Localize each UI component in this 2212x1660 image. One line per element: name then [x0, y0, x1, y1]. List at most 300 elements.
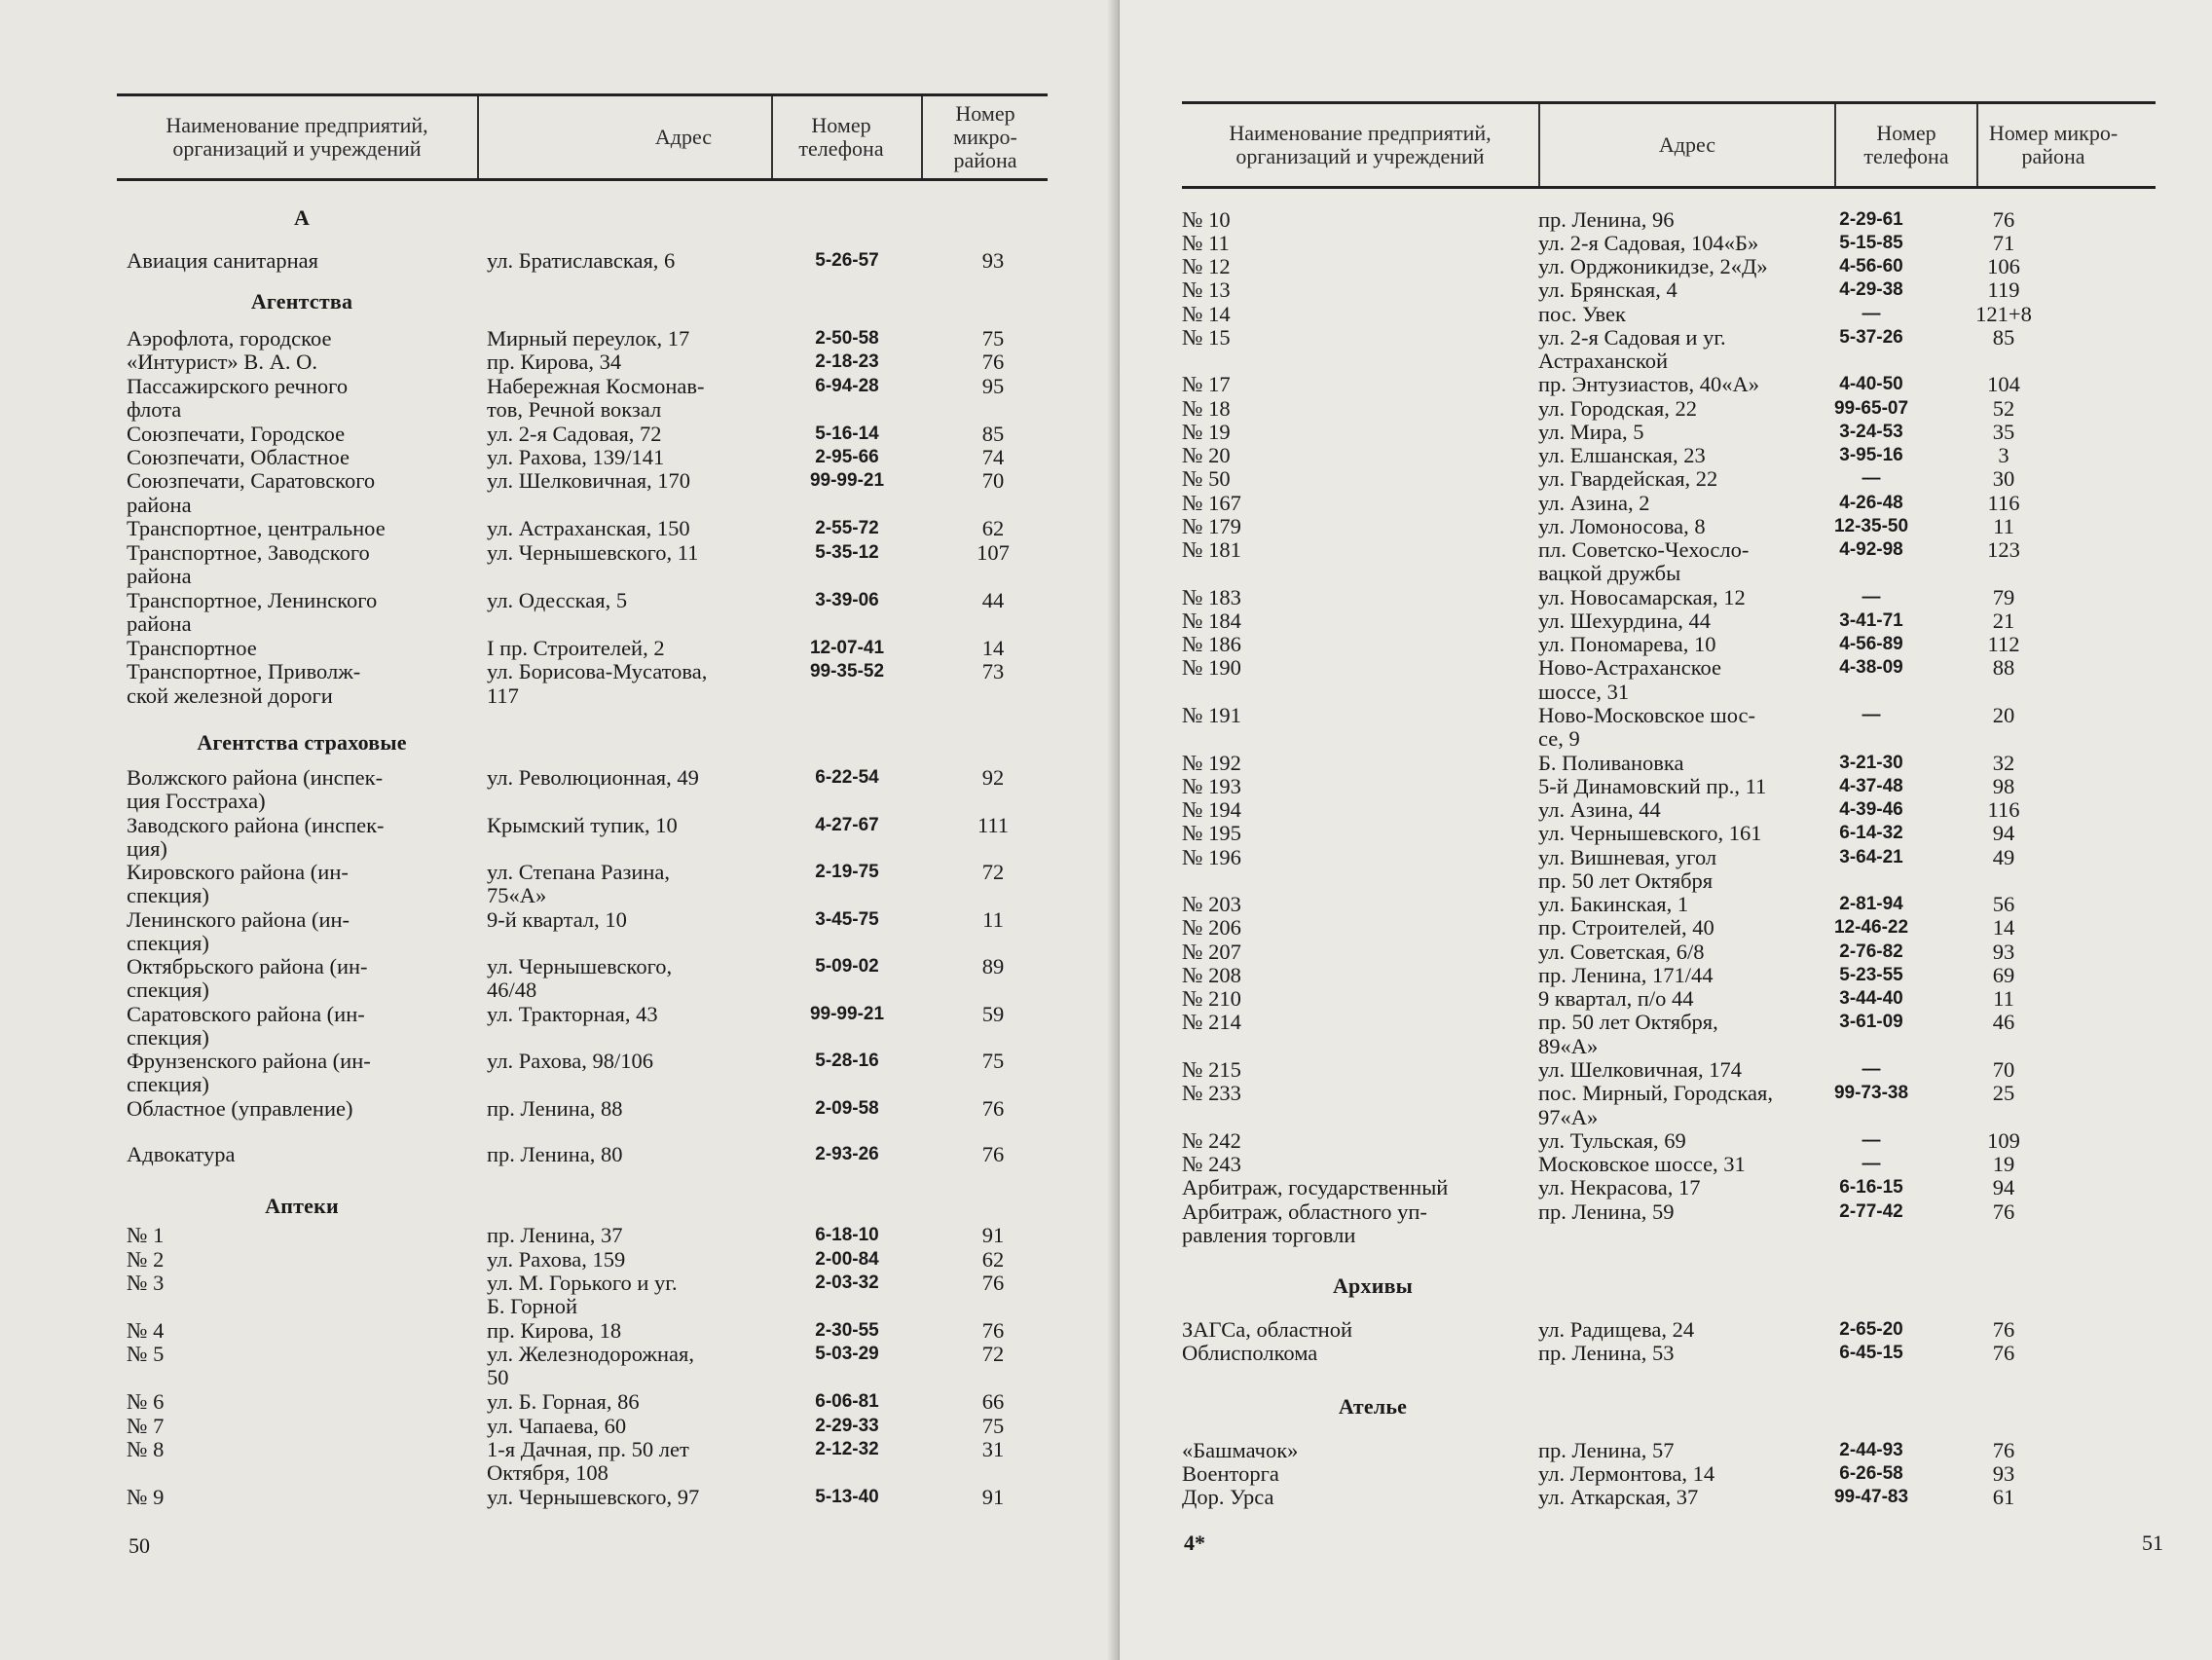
entry-district: 70 — [981, 468, 1005, 493]
entry-phone: 2-77-42 — [1839, 1201, 1903, 1222]
entry-phone: 4-92-98 — [1839, 539, 1903, 560]
entry-district: 76 — [1992, 207, 2015, 232]
entry-district: 75 — [981, 326, 1005, 350]
left-table-row — [0, 469, 1118, 493]
entry-address: ул. Астраханская, 150 — [487, 516, 690, 540]
right-table-row — [1120, 1129, 2212, 1153]
entry-name: спекция) — [127, 931, 209, 955]
entry-phone: 2-93-26 — [815, 1144, 879, 1164]
entry-address: ул. Азина, 2 — [1538, 491, 1650, 515]
entry-name: района — [127, 564, 192, 588]
left-table-row — [0, 494, 1118, 517]
right-table-row — [1120, 704, 2212, 727]
entry-district: 111 — [977, 813, 1010, 837]
entry-address: ул. Тракторная, 43 — [487, 1002, 658, 1026]
entry-phone: 99-73-38 — [1833, 1083, 1909, 1103]
left-table-row — [0, 1295, 1118, 1318]
entry-name: № 50 — [1182, 466, 1231, 491]
entry-name: Транспортное, центральное — [127, 516, 386, 540]
entry-phone: 12-35-50 — [1833, 516, 1909, 536]
entry-name: № 206 — [1182, 915, 1241, 940]
entry-name: № 195 — [1182, 821, 1241, 845]
entry-district: 91 — [981, 1485, 1005, 1509]
entry-address: пос. Увек — [1538, 302, 1626, 326]
entry-address: ул. Городская, 22 — [1538, 396, 1697, 421]
entry-phone: 99-99-21 — [809, 470, 885, 491]
left-table-row — [0, 1073, 1118, 1096]
entry-district: 95 — [981, 374, 1005, 398]
left-table-row — [0, 790, 1118, 813]
entry-name: Транспортное, Заводского — [127, 540, 370, 565]
entry-address: ул. Одесская, 5 — [487, 588, 628, 612]
entry-name: № 243 — [1182, 1152, 1241, 1176]
entry-district: 121+8 — [1975, 302, 2032, 326]
entry-phone: 4-40-50 — [1839, 374, 1903, 394]
entry-phone: 4-56-60 — [1839, 256, 1903, 277]
entry-name: № 12 — [1182, 254, 1231, 278]
entry-name: № 214 — [1182, 1010, 1241, 1034]
entry-address: шоссе, 31 — [1538, 680, 1630, 704]
entry-name: Пассажирского речного — [127, 374, 349, 398]
entry-name: № 191 — [1182, 703, 1241, 727]
entry-district: 76 — [1992, 1341, 2015, 1365]
entry-phone: 99-99-21 — [809, 1004, 885, 1024]
right-table-row — [1120, 798, 2212, 822]
right-table-row — [1120, 232, 2212, 255]
right-table-row — [1120, 350, 2212, 373]
entry-address: пр. Кирова, 34 — [487, 350, 622, 374]
left-table-row — [0, 1390, 1118, 1414]
entry-district: 61 — [1992, 1485, 2015, 1509]
entry-district: 116 — [1987, 491, 2020, 515]
entry-address: ул. Азина, 44 — [1538, 797, 1661, 822]
entry-address: пр. Ленина, 96 — [1538, 207, 1675, 232]
left-table-row — [0, 612, 1118, 636]
entry-address: ул. Тульская, 69 — [1538, 1128, 1686, 1153]
right-table-row — [1120, 444, 2212, 467]
entry-address: 9 квартал, п/о 44 — [1538, 986, 1694, 1011]
section-pharmacies: Аптеки — [265, 1194, 339, 1218]
entry-name: № 6 — [127, 1389, 165, 1414]
entry-name: № 208 — [1182, 963, 1241, 987]
entry-phone: 6-22-54 — [815, 767, 879, 788]
entry-district: 91 — [981, 1223, 1005, 1247]
entry-district: 69 — [1992, 963, 2015, 987]
entry-address: ул. Мира, 5 — [1538, 420, 1644, 444]
entry-name: № 192 — [1182, 751, 1241, 775]
entry-district: 98 — [1992, 774, 2015, 798]
entry-phone: 3-39-06 — [815, 590, 879, 610]
entry-district: 3 — [1998, 443, 2009, 467]
entry-name: Октябрьского района (ин- — [127, 954, 368, 978]
right-table-row — [1120, 421, 2212, 444]
left-table-row — [0, 565, 1118, 588]
entry-district: 109 — [1987, 1128, 2020, 1153]
left-table-row — [0, 423, 1118, 446]
right-table-row — [1120, 515, 2212, 538]
entry-name: Транспортное — [127, 636, 257, 660]
entry-address: ул. Рахова, 139/141 — [487, 445, 665, 469]
left-table-row — [0, 589, 1118, 612]
left-table-row — [0, 1415, 1118, 1438]
entry-district: 104 — [1987, 372, 2020, 396]
entry-phone: — — [1862, 587, 1881, 608]
entry-phone: 2-81-94 — [1839, 894, 1903, 914]
right-table-row — [1120, 1106, 2212, 1129]
entry-district: 49 — [1992, 845, 2015, 869]
entry-district: 59 — [981, 1002, 1005, 1026]
entry-phone: 4-37-48 — [1839, 776, 1903, 796]
entry-address: ул. Лермонтова, 14 — [1538, 1461, 1715, 1486]
right-table-row — [1120, 467, 2212, 491]
header-phone: Номер телефона — [798, 113, 884, 161]
entry-address: ул. Шехурдина, 44 — [1538, 609, 1711, 633]
entry-address: ул. Некрасова, 17 — [1538, 1175, 1701, 1199]
entry-phone: 2-29-33 — [815, 1416, 879, 1436]
entry-district: 85 — [1992, 325, 2015, 350]
entry-district: 20 — [1992, 703, 2015, 727]
entry-address: ул. Аткарская, 37 — [1538, 1485, 1699, 1509]
entry-district: 106 — [1987, 254, 2020, 278]
left-table-row — [0, 1272, 1118, 1295]
entry-district: 56 — [1992, 892, 2015, 916]
right-table-row — [1120, 492, 2212, 515]
entry-name: Транспортное, Ленинского — [127, 588, 378, 612]
left-table-row — [0, 1003, 1118, 1026]
entry-district: 14 — [981, 636, 1005, 660]
entry-phone: 5-03-29 — [815, 1344, 879, 1364]
entry-address: тов, Речной вокзал — [487, 397, 662, 422]
entry-name: № 203 — [1182, 892, 1241, 916]
right-table-row — [1120, 373, 2212, 396]
right-table-row — [1120, 727, 2212, 751]
entry-address: Б. Поливановка — [1538, 751, 1684, 775]
entry-phone: 12-07-41 — [809, 638, 885, 658]
entry-address: 97«А» — [1538, 1105, 1599, 1129]
entry-phone: 6-16-15 — [1839, 1177, 1903, 1198]
entry-phone: 2-50-58 — [815, 328, 879, 349]
header-district: Номер микро-района — [953, 101, 1017, 172]
entry-address: 9-й квартал, 10 — [487, 907, 627, 932]
entry-name: Арбитраж, государственный — [1182, 1175, 1449, 1199]
entry-address: ул. Гвардейская, 22 — [1538, 466, 1718, 491]
entry-district: 30 — [1992, 466, 2015, 491]
entry-address: ул. Революционная, 49 — [487, 765, 699, 790]
right-table-row — [1120, 255, 2212, 278]
entry-name: № 183 — [1182, 585, 1241, 609]
right-table-row — [1120, 1439, 2212, 1462]
entry-district: 32 — [1992, 751, 2015, 775]
right-table-row — [1120, 303, 2212, 326]
entry-district: 76 — [1992, 1199, 2015, 1224]
entry-address: ул. Степана Разина, — [487, 860, 671, 884]
entry-address: ул. Железнодорожная, — [487, 1342, 694, 1366]
entry-phone: 2-76-82 — [1839, 941, 1903, 962]
entry-name: ской железной дороги — [127, 683, 333, 708]
entry-phone: — — [1862, 304, 1881, 324]
entry-name: ция Госстраха) — [127, 789, 266, 813]
entry-name: равления торговли — [1182, 1223, 1356, 1247]
entry-district: 76 — [1992, 1317, 2015, 1342]
entry-name: № 13 — [1182, 277, 1231, 302]
right-table-row — [1120, 656, 2212, 680]
entry-name: ЗАГСа, областной — [1182, 1317, 1352, 1342]
left-table-row — [0, 1097, 1118, 1121]
entry-phone: 4-27-67 — [815, 815, 879, 835]
entry-name: спекция) — [127, 1072, 209, 1096]
entry-phone: 2-55-72 — [815, 518, 879, 538]
entry-address: ул. М. Горького и уг. — [487, 1271, 678, 1295]
entry-name: № 7 — [127, 1414, 165, 1438]
left-table-row — [0, 884, 1118, 907]
entry-district: 76 — [981, 1318, 1005, 1343]
left-table-row — [0, 327, 1118, 350]
entry-name: Дор. Урса — [1182, 1485, 1274, 1509]
entry-district: 62 — [981, 1247, 1005, 1272]
entry-name: № 8 — [127, 1437, 165, 1461]
entry-address: ул. Елшанская, 23 — [1538, 443, 1706, 467]
entry-name: № 19 — [1182, 420, 1231, 444]
right-table-row — [1120, 326, 2212, 350]
right-table-row — [1120, 893, 2212, 916]
entry-name: Военторга — [1182, 1461, 1279, 1486]
entry-address: 1-я Дачная, пр. 50 лет — [487, 1437, 689, 1461]
entry-address: ул. 2-я Садовая, 72 — [487, 422, 662, 446]
left-table-row — [0, 660, 1118, 683]
entry-address: пос. Мирный, Городская, — [1538, 1081, 1773, 1105]
entry-name: № 17 — [1182, 372, 1231, 396]
entry-phone: 2-00-84 — [815, 1249, 879, 1270]
entry-district: 66 — [981, 1389, 1005, 1414]
entry-name: № 193 — [1182, 774, 1241, 798]
right-table-row — [1120, 752, 2212, 775]
entry-name: «Башмачок» — [1182, 1438, 1299, 1462]
entry-phone: 4-26-48 — [1839, 493, 1903, 513]
entry-name: № 5 — [127, 1342, 165, 1366]
entry-name: № 4 — [127, 1318, 165, 1343]
entry-name: № 167 — [1182, 491, 1241, 515]
entry-phone: 3-64-21 — [1839, 847, 1903, 867]
entry-phone: 5-16-14 — [815, 424, 879, 444]
right-table-row — [1120, 1462, 2212, 1486]
entry-phone: 3-21-30 — [1839, 753, 1903, 773]
entry-name: ция) — [127, 836, 167, 861]
entry-district: 52 — [1992, 396, 2015, 421]
entry-district: 107 — [977, 540, 1010, 565]
entry-name: № 215 — [1182, 1057, 1241, 1082]
entry-name: спекция) — [127, 978, 209, 1002]
entry-address: пр. 50 лет Октября, — [1538, 1010, 1718, 1034]
left-table-row — [0, 1366, 1118, 1389]
entry-name: № 190 — [1182, 655, 1241, 680]
entry-address: пр. Ленина, 59 — [1538, 1199, 1675, 1224]
entry-name: № 210 — [1182, 986, 1241, 1011]
left-table-row — [0, 1343, 1118, 1366]
table-header — [1182, 101, 2156, 189]
right-table-row — [1120, 1153, 2212, 1176]
right-table-row — [1120, 1318, 2212, 1342]
entry-phone: — — [1862, 1154, 1881, 1174]
left-table-row — [0, 766, 1118, 790]
entry-address: 46/48 — [487, 978, 537, 1002]
entry-phone: 3-61-09 — [1839, 1012, 1903, 1032]
entry-district: 74 — [981, 445, 1005, 469]
entry-address: пр. Ленина, 88 — [487, 1096, 623, 1121]
entry-address: пр. 50 лет Октября — [1538, 868, 1714, 893]
entry-phone: 2-95-66 — [815, 447, 879, 467]
entry-name: Волжского района (инспек- — [127, 765, 384, 790]
entry-name: № 179 — [1182, 514, 1241, 538]
entry-name: № 181 — [1182, 537, 1241, 562]
entry-address: ул. Рахова, 159 — [487, 1247, 626, 1272]
entry-name: № 9 — [127, 1485, 165, 1509]
header-phone: Номер телефона — [1863, 121, 1949, 168]
entry-address: 50 — [487, 1365, 509, 1389]
page-number: 50 — [129, 1533, 150, 1558]
entry-district: 75 — [981, 1414, 1005, 1438]
right-table-row — [1120, 1058, 2212, 1082]
entry-name: «Интурист» В. А. О. — [127, 350, 317, 374]
entry-district: 88 — [1992, 655, 2015, 680]
entry-phone: 4-56-89 — [1839, 634, 1903, 654]
entry-address: пр. Энтузиастов, 40«А» — [1538, 372, 1760, 396]
left-table-row — [0, 932, 1118, 955]
header-district: Номер микро-района — [1988, 121, 2119, 168]
entry-address: вацкой дружбы — [1538, 561, 1681, 585]
section-insurance: Агентства страховые — [197, 730, 407, 755]
entry-phone: 4-39-46 — [1839, 799, 1903, 820]
right-table-row — [1120, 869, 2212, 893]
left-table-row — [0, 446, 1118, 469]
entry-phone: 4-38-09 — [1839, 657, 1903, 678]
entry-district: 123 — [1987, 537, 2020, 562]
entry-name: № 242 — [1182, 1128, 1241, 1153]
entry-address: ул. Ломоносова, 8 — [1538, 514, 1706, 538]
entry-address: пр. Ленина, 53 — [1538, 1341, 1675, 1365]
entry-name: Заводского района (инспек- — [127, 813, 385, 837]
right-table-row — [1120, 1035, 2212, 1058]
entry-name: № 10 — [1182, 207, 1231, 232]
entry-district: 94 — [1992, 1175, 2015, 1199]
entry-name: Арбитраж, областного уп- — [1182, 1199, 1427, 1224]
entry-district: 93 — [1992, 940, 2015, 964]
entry-district: 46 — [1992, 1010, 2015, 1034]
right-table-row — [1120, 681, 2212, 704]
entry-address: Мирный переулок, 17 — [487, 326, 690, 350]
left-table-row — [0, 517, 1118, 540]
entry-district: 72 — [981, 860, 1005, 884]
entry-phone: 6-26-58 — [1839, 1463, 1903, 1484]
entry-phone: 2-44-93 — [1839, 1440, 1903, 1460]
entry-phone: 5-13-40 — [815, 1487, 879, 1507]
entry-address: I пр. Строителей, 2 — [487, 636, 665, 660]
entry-phone: 5-28-16 — [815, 1051, 879, 1071]
header-name: Наименование предприятий, организаций и учреждений — [1229, 121, 1492, 168]
entry-phone: 5-37-26 — [1839, 327, 1903, 348]
entry-address: ул. Вишневая, угол — [1538, 845, 1717, 869]
entry-phone: 2-12-32 — [815, 1439, 879, 1459]
entry-district: 92 — [981, 765, 1005, 790]
entry-phone: 99-47-83 — [1833, 1487, 1909, 1507]
entry-name: спекция) — [127, 1025, 209, 1050]
left-table-row — [0, 350, 1118, 374]
right-page — [1120, 0, 2212, 1660]
entry-address: се, 9 — [1538, 726, 1580, 751]
entry-district: 112 — [1987, 632, 2020, 656]
entry-address: ул. Борисова-Мусатова, — [487, 659, 708, 683]
entry-address: Крымский тупик, 10 — [487, 813, 678, 837]
right-table-row — [1120, 1082, 2212, 1105]
entry-phone: 2-09-58 — [815, 1098, 879, 1119]
entry-district: 76 — [981, 350, 1005, 374]
entry-district: 71 — [1992, 231, 2015, 255]
entry-name: № 233 — [1182, 1081, 1241, 1105]
entry-phone: — — [1862, 1130, 1881, 1151]
right-table-row — [1120, 822, 2212, 845]
section-agencies: Агентства — [250, 289, 353, 314]
left-table-row — [0, 1224, 1118, 1247]
entry-district: 79 — [1992, 585, 2015, 609]
entry-name: № 2 — [127, 1247, 165, 1272]
entry-phone: 2-30-55 — [815, 1320, 879, 1341]
left-table-row — [0, 637, 1118, 660]
printer-signature: 4* — [1184, 1531, 1205, 1555]
entry-address: 117 — [487, 683, 519, 708]
entry-address: ул. 2-я Садовая, 104«Б» — [1538, 231, 1759, 255]
right-table-row — [1120, 775, 2212, 798]
entry-name: Авиация санитарная — [127, 248, 319, 273]
header-address: Адрес — [654, 125, 713, 149]
entry-district: 35 — [1992, 420, 2015, 444]
entry-address: Б. Горной — [487, 1294, 578, 1318]
left-table-row — [0, 1050, 1118, 1073]
entry-phone: 3-45-75 — [815, 909, 879, 930]
entry-district: 116 — [1987, 797, 2020, 822]
entry-district: 70 — [1992, 1057, 2015, 1082]
entry-district: 85 — [981, 422, 1005, 446]
left-table-row — [0, 1143, 1118, 1166]
left-table-row — [0, 861, 1118, 884]
left-table-row — [0, 1026, 1118, 1050]
entry-address: ул. 2-я Садовая и уг. — [1538, 325, 1726, 350]
section-atelier: Ателье — [1338, 1394, 1408, 1419]
entry-name: № 186 — [1182, 632, 1241, 656]
entry-name: Фрунзенского района (ин- — [127, 1049, 371, 1073]
entry-name: Аэрофлота, городское — [127, 326, 332, 350]
right-table-row — [1120, 941, 2212, 964]
entry-name: № 184 — [1182, 609, 1241, 633]
left-table-row — [0, 684, 1118, 708]
entry-address: ул. Орджоникидзе, 2«Д» — [1538, 254, 1768, 278]
entry-phone: 3-24-53 — [1839, 422, 1903, 442]
entry-address: Ново-Московское шос- — [1538, 703, 1756, 727]
entry-phone: 6-45-15 — [1839, 1343, 1903, 1363]
entry-address: 75«А» — [487, 883, 547, 907]
right-table-row — [1120, 586, 2212, 609]
entry-district: 119 — [1987, 277, 2020, 302]
entry-address: пр. Ленина, 80 — [487, 1142, 623, 1166]
entry-name: района — [127, 611, 192, 636]
entry-address: ул. Новосамарская, 12 — [1538, 585, 1746, 609]
entry-phone: 3-95-16 — [1839, 445, 1903, 465]
entry-district: 89 — [981, 954, 1005, 978]
entry-name: Ленинского района (ин- — [127, 907, 350, 932]
left-table-row — [0, 375, 1118, 398]
entry-phone: 99-35-52 — [809, 661, 885, 682]
entry-phone: 6-94-28 — [815, 376, 879, 396]
entry-address: 5-й Динамовский пр., 11 — [1538, 774, 1767, 798]
entry-address: пр. Ленина, 37 — [487, 1223, 623, 1247]
